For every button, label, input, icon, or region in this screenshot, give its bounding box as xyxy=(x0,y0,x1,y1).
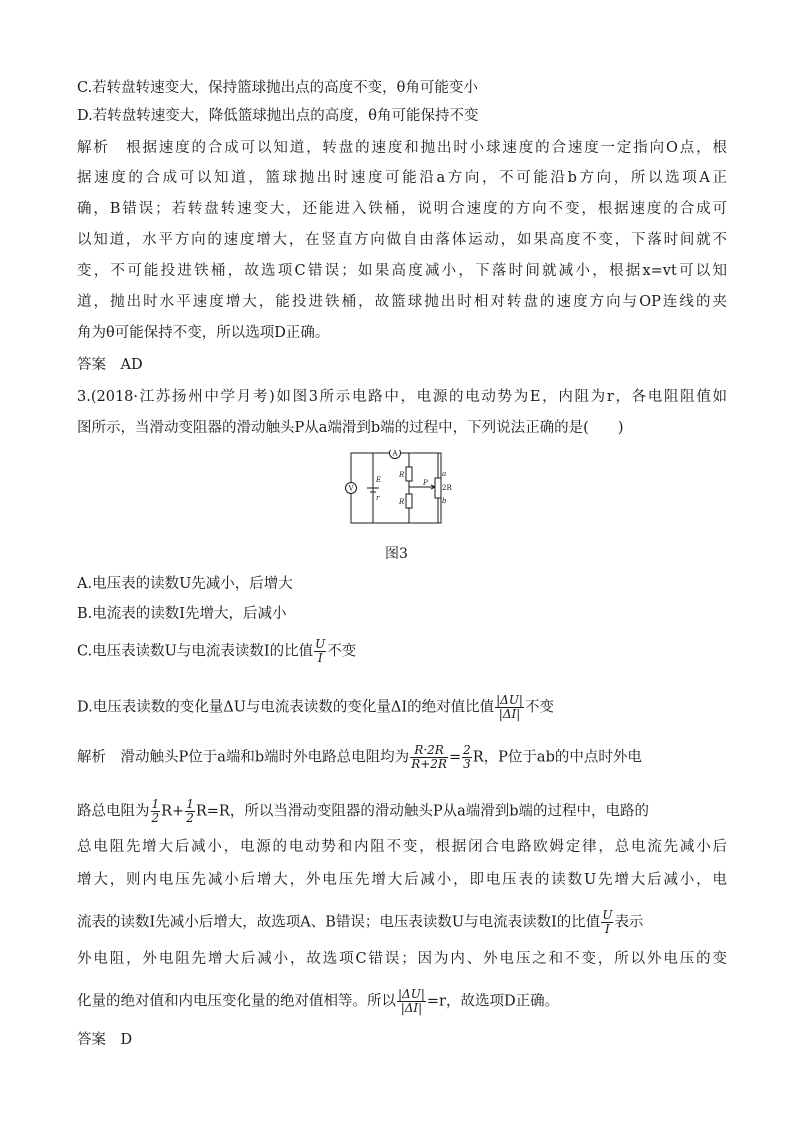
resistor-bottom xyxy=(406,494,412,508)
rheostat-label: 2R xyxy=(442,484,452,492)
question-3-analysis-line: 解析 滑动触头P位于a端和b端时外电路总电阻均为 $\frac{R\cdot 2R}{R+2R}$ = $\frac{2}{3}$ R，P位于ab的中点时外电 xyxy=(77,743,642,771)
question-3-analysis-line: 外电阻，外电阻先增大后减小，故选项C错误；因为内、外电压之和不变，所以外电压的变 xyxy=(77,951,727,967)
resistor-bottom-label: R xyxy=(399,498,405,506)
resistor-top-label: R xyxy=(399,471,405,479)
prev-analysis-line: 以知道，水平方向的速度增大，在竖直方向做自由落体运动，如果高度不变，下落时间就不 xyxy=(77,232,727,248)
prev-analysis-line: 道，抛出时水平速度增大，能投进铁桶，故篮球抛出时相对转盘的速度方向与OP连线的夹 xyxy=(77,294,727,310)
fraction-delta-u-over-delta-i: $\frac{|\Delta U|}{|\Delta I|}$ xyxy=(496,693,523,721)
figure-caption: 图3 xyxy=(385,546,408,562)
rheostat-end-a-label: a xyxy=(442,470,447,478)
question-3-stem: 3.(2018·江苏扬州中学月考)如图3所示电路中，电源的电动势为E，内阻为r，各电阻阻值如 xyxy=(77,389,727,405)
question-3-option-c xyxy=(77,638,727,665)
fraction-one-half: $\frac{1}{2}$ xyxy=(151,797,160,825)
question-3-answer: 答案 D xyxy=(77,1032,133,1048)
question-3-analysis-line: 化量的绝对值和内电压变化量的绝对值相等。所以 $\frac{|\Delta U|}{|\Delta I|}$ =r，故选项D正确。 xyxy=(77,987,560,1015)
option-d-text: D.电压表读数的变化量ΔU与电流表读数的变化量ΔI的绝对值比值 xyxy=(77,699,495,716)
option-c-text: 不变 xyxy=(327,643,357,660)
fraction-delta-u-over-delta-i: $\frac{|\Delta U|}{|\Delta I|}$ xyxy=(398,987,425,1015)
emf-label: E xyxy=(376,476,382,484)
prev-analysis-line: 据速度的合成可以知道，篮球抛出时速度可能沿a方向，不可能沿b方向，所以选项A正 xyxy=(77,170,727,186)
question-3-option-a: A.电压表的读数U先减小，后增大 xyxy=(77,576,293,592)
question-3-option-b: B.电流表的读数I先增大，后减小 xyxy=(77,606,287,622)
fraction-parallel-resistance: $\frac{R\cdot 2R}{R+2R}$ xyxy=(411,743,447,771)
fraction-u-over-i: $\frac{U}{I}$ xyxy=(315,637,326,665)
question-3-analysis-line: 流表的读数I先减小后增大，故选项A、B错误；电压表读数U与电流表读数I的比值 $\frac{U}{I}$ 表示 xyxy=(77,908,644,936)
fraction-one-half: $\frac{1}{2}$ xyxy=(186,797,194,825)
question-3-analysis-line: 路总电阻为 $\frac{1}{2}$ R+ $\frac{1}{2}$ R=R，所以当滑动变阻器的滑动触头P从a端滑到b端的过程中，电路的 xyxy=(77,797,650,825)
option-d-text: 不变 xyxy=(524,699,554,716)
prev-analysis-line: 变，不可能投进铁桶，故选项C错误；如果高度减小，下落时间就减小，根据x=vt可以知 xyxy=(77,263,727,279)
internal-resistance-label: r xyxy=(376,494,380,502)
prev-option-d: D.若转盘转速变大，降低篮球抛出点的高度，θ角可能保持不变 xyxy=(77,108,479,124)
question-3-analysis-line: 增大，则内电压先减小后增大，外电压先增大后减小，即电压表的读数U先增大后减小，电 xyxy=(77,872,727,888)
question-3-analysis-line: 总电阻先增大后减小，电源的电动势和内阻不变，根据闭合电路欧姆定律，总电流先减小后 xyxy=(77,839,727,855)
prev-analysis-line: 确，B错误；若转盘转速变大，还能进入铁桶，说明合速度的方向不变，根据速度的合成可 xyxy=(77,201,727,217)
resistor-top xyxy=(406,467,412,481)
rheostat-symbol xyxy=(435,478,441,498)
circuit-outer-loop xyxy=(351,453,441,523)
voltmeter-label: V xyxy=(348,484,354,493)
ammeter-label: A xyxy=(392,450,398,458)
prev-analysis-line: 解析 根据速度的合成可以知道，转盘的速度和抛出时小球速度的合速度一定指向O点，根 xyxy=(77,140,727,156)
question-3-option-d xyxy=(77,694,727,721)
circuit-diagram xyxy=(343,450,455,528)
fraction-two-thirds: $\frac{2}{3}$ xyxy=(463,743,471,771)
prev-analysis-line: 角为θ可能保持不变，所以选项D正确。 xyxy=(77,325,330,341)
prev-option-c: C.若转盘转速变大，保持篮球抛出点的高度不变，θ角可能变小 xyxy=(77,80,478,96)
rheostat-end-b-label: b xyxy=(442,497,447,505)
option-c-text: C.电压表读数U与电流表读数I的比值 xyxy=(77,643,314,660)
fraction-u-over-i: $\frac{U}{I}$ xyxy=(602,908,613,936)
question-3-stem: 图所示，当滑动变阻器的滑动触头P从a端滑到b端的过程中，下列说法正确的是( ) xyxy=(77,420,624,436)
prev-answer: 答案 AD xyxy=(77,357,143,373)
slider-label: P xyxy=(423,479,428,487)
